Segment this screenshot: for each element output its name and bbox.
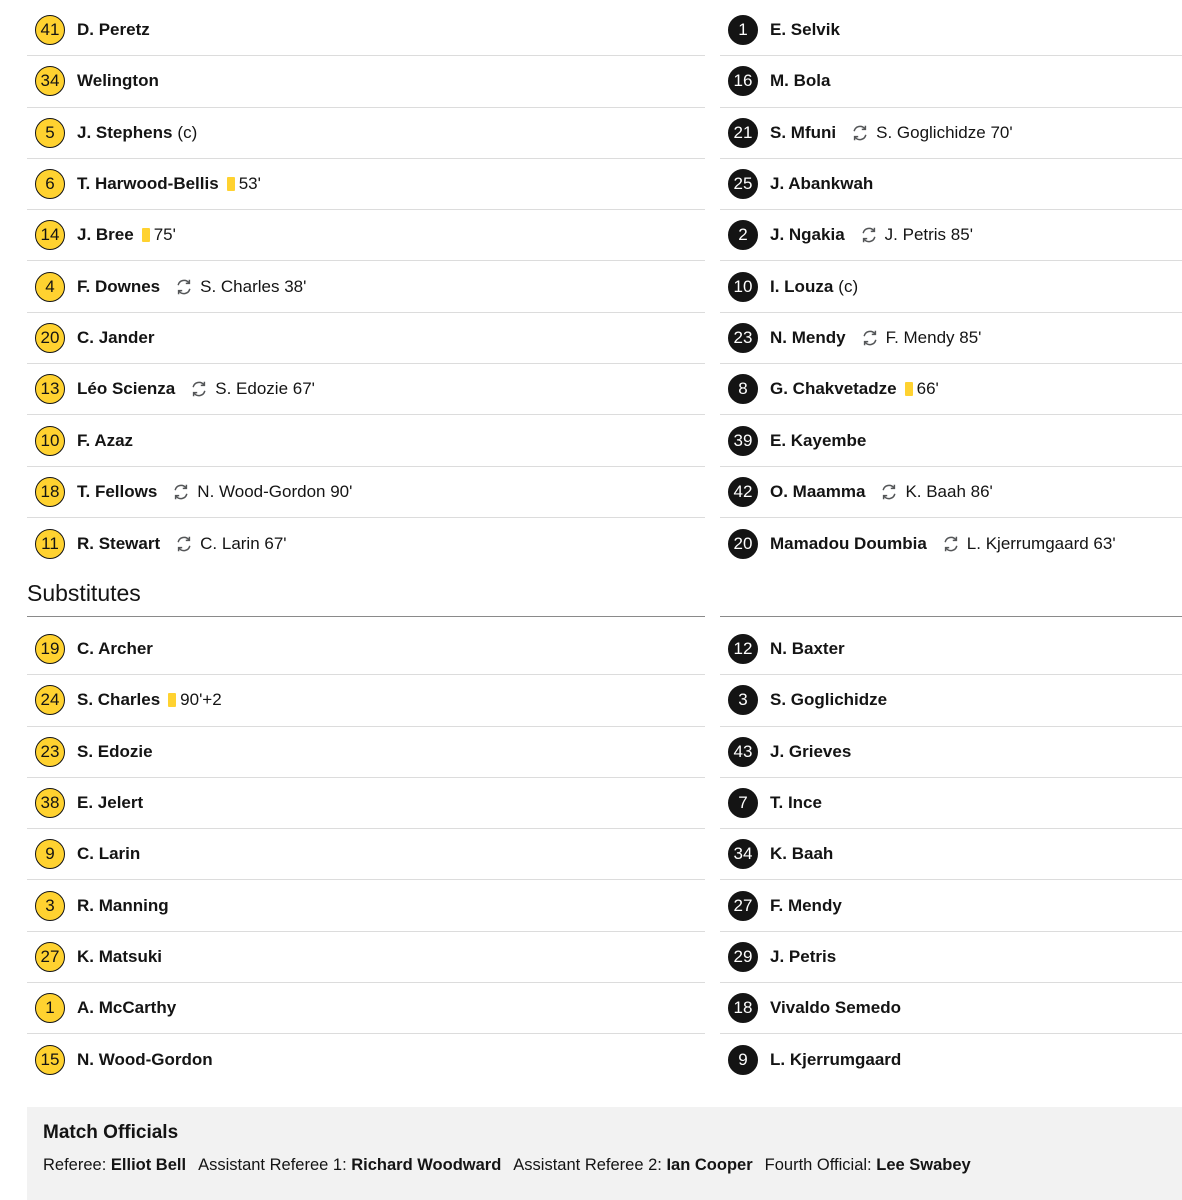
player-row [720,159,1182,210]
shirt-number: 38 [35,788,65,818]
substitution [850,123,1013,143]
player-name[interactable]: F. Downes [77,276,161,296]
substitution-icon [941,534,961,554]
shirt-number: 41 [35,15,65,45]
player-name[interactable]: Welington [77,71,159,91]
away-starting-lineup [720,5,1182,569]
shirt-number: 12 [728,634,758,664]
shirt-number: 9 [35,839,65,869]
official-assistant-2: Assistant Referee 2: Ian Cooper [513,1156,753,1174]
substitute-name[interactable]: C. Larin 67' [200,533,287,553]
shirt-number: 34 [728,839,758,869]
player-name[interactable]: C. Jander [77,327,155,347]
substitution-icon [860,328,880,348]
shirt-number: 16 [728,66,758,96]
substitution [860,328,982,348]
player-name[interactable]: J. Ngakia [770,225,845,245]
shirt-number: 43 [728,737,758,767]
player-name[interactable]: C. Archer [77,639,153,659]
substitute-name[interactable]: N. Wood-Gordon 90' [197,481,353,501]
player-name[interactable]: S. Edozie [77,741,153,761]
player-name[interactable]: L. Kjerrumgaard [770,1050,902,1070]
player-name[interactable]: N. Mendy [770,327,846,347]
player-name[interactable]: D. Peretz [77,20,150,40]
home-starting-lineup [27,5,705,569]
player-row [27,313,705,364]
shirt-number: 18 [728,993,758,1023]
booking-minute: 75' [153,225,176,245]
shirt-number: 10 [35,426,65,456]
divider [720,616,1182,617]
shirt-number: 15 [35,1045,65,1075]
substitution [879,482,992,502]
substitution-icon [189,379,209,399]
player-name[interactable]: Mamadou Doumbia [770,533,927,553]
player-name[interactable]: E. Jelert [77,793,144,813]
player-row [720,364,1182,415]
player-row [720,210,1182,261]
player-row [27,108,705,159]
away-substitutes [720,624,1182,1086]
player-row [27,518,705,569]
player-name[interactable]: S. Charles [77,690,161,710]
player-name[interactable]: M. Bola [770,71,831,91]
shirt-number: 2 [728,220,758,250]
shirt-number: 19 [35,634,65,664]
player-name[interactable]: J. Bree [77,225,134,245]
shirt-number: 27 [728,891,758,921]
captain-marker: (c) [177,122,198,142]
yellow-card-icon [142,228,150,242]
shirt-number: 20 [728,529,758,559]
booking-minute: 66' [916,379,939,399]
player-row [27,624,705,675]
player-name[interactable]: E. Selvik [770,20,840,40]
player-row [27,675,705,726]
shirt-number: 8 [728,374,758,404]
substitute-name[interactable]: S. Goglichidze 70' [876,122,1013,142]
official-assistant-1: Assistant Referee 1: Richard Woodward [198,1156,502,1174]
shirt-number: 6 [35,169,65,199]
player-name[interactable]: J. Abankwah [770,174,874,194]
player-row [27,467,705,518]
player-row [27,932,705,983]
shirt-number: 23 [728,323,758,353]
player-name[interactable]: J. Petris [770,946,837,966]
divider [27,616,705,617]
player-name[interactable]: S. Goglichidze [770,690,888,710]
substitute-name[interactable]: J. Petris 85' [884,225,973,245]
player-name[interactable]: R. Stewart [77,533,161,553]
shirt-number: 34 [35,66,65,96]
shirt-number: 39 [728,426,758,456]
player-name[interactable]: S. Mfuni [770,122,837,142]
player-row [27,210,705,261]
home-substitutes [27,624,705,1086]
player-row [720,518,1182,569]
player-name[interactable]: Léo Scienza [77,379,176,399]
player-name[interactable]: C. Larin [77,844,141,864]
shirt-number: 11 [35,529,65,559]
substitutes-heading: Substitutes [27,580,141,606]
player-row [720,108,1182,159]
yellow-card-icon [905,382,913,396]
player-row [27,727,705,778]
substitute-name[interactable]: K. Baah 86' [905,481,993,501]
substitution [174,277,306,297]
player-name[interactable]: F. Mendy [770,895,842,915]
player-row [720,675,1182,726]
player-row [720,5,1182,56]
substitution [171,482,352,502]
player-name[interactable]: K. Baah [770,844,834,864]
captain-marker: (c) [838,276,859,296]
match-officials-title: Match Officials [43,1122,179,1143]
yellow-card-icon [227,177,235,191]
shirt-number: 20 [35,323,65,353]
player-row [27,415,705,466]
player-row [27,829,705,880]
yellow-card-icon [168,693,176,707]
shirt-number: 7 [728,788,758,818]
player-row [27,159,705,210]
shirt-number: 9 [728,1045,758,1075]
shirt-number: 42 [728,477,758,507]
shirt-number: 21 [728,118,758,148]
player-name[interactable]: T. Fellows [77,481,158,501]
substitution [174,534,286,554]
player-name[interactable]: J. Grieves [770,741,852,761]
player-row [720,467,1182,518]
substitution-icon [879,482,899,502]
substitution [189,379,315,399]
shirt-number: 29 [728,942,758,972]
player-name[interactable]: K. Matsuki [77,946,163,966]
shirt-number: 24 [35,685,65,715]
player-row [720,261,1182,312]
player-name[interactable]: O. Maamma [770,481,866,501]
substitution-icon [174,277,194,297]
player-row [720,313,1182,364]
player-row [720,727,1182,778]
player-name[interactable]: G. Chakvetadze [770,379,897,399]
shirt-number: 10 [728,272,758,302]
shirt-number: 25 [728,169,758,199]
booking-minute: 53' [238,174,261,194]
player-row [27,1034,705,1085]
player-name[interactable]: R. Manning [77,895,169,915]
player-name[interactable]: A. McCarthy [77,998,177,1018]
player-row [720,778,1182,829]
substitution [859,225,973,245]
booking-minute: 90'+2 [180,690,222,710]
substitution [941,534,1116,554]
shirt-number: 1 [728,15,758,45]
substitute-name[interactable]: F. Mendy 85' [885,327,982,347]
player-row [720,1034,1182,1085]
shirt-number: 5 [35,118,65,148]
player-name[interactable]: T. Ince [770,793,822,813]
player-name[interactable]: N. Wood-Gordon [77,1050,213,1070]
player-name[interactable]: N. Baxter [770,639,845,659]
player-name[interactable]: F. Azaz [77,430,134,450]
shirt-number: 27 [35,942,65,972]
substitution-icon [174,534,194,554]
player-row [720,829,1182,880]
player-row [720,624,1182,675]
player-name[interactable]: J. Stephens [77,122,173,142]
player-name[interactable]: I. Louza [770,276,834,296]
player-name[interactable]: Vivaldo Semedo [770,998,902,1018]
substitute-name[interactable]: S. Edozie 67' [215,379,315,399]
player-row [27,5,705,56]
shirt-number: 23 [35,737,65,767]
officials-list [43,1156,1166,1175]
match-officials-panel [27,1107,1182,1200]
shirt-number: 14 [35,220,65,250]
substitute-name[interactable]: S. Charles 38' [200,276,307,296]
player-row [27,261,705,312]
player-name[interactable]: T. Harwood-Bellis [77,174,219,194]
substitution-icon [859,225,879,245]
player-row [27,880,705,931]
substitute-name[interactable]: L. Kjerrumgaard 63' [966,533,1116,553]
player-row [720,932,1182,983]
player-row [720,880,1182,931]
shirt-number: 4 [35,272,65,302]
substitution-icon [171,482,191,502]
official-referee: Referee: Elliot Bell [43,1156,187,1174]
substitution-icon [850,123,870,143]
player-row [720,415,1182,466]
shirt-number: 18 [35,477,65,507]
shirt-number: 3 [35,891,65,921]
shirt-number: 3 [728,685,758,715]
player-row [720,56,1182,107]
player-row [27,56,705,107]
shirt-number: 1 [35,993,65,1023]
player-name[interactable]: E. Kayembe [770,430,867,450]
player-row [27,983,705,1034]
official-fourth: Fourth Official: Lee Swabey [764,1156,971,1174]
player-row [27,778,705,829]
shirt-number: 13 [35,374,65,404]
player-row [720,983,1182,1034]
player-row [27,364,705,415]
